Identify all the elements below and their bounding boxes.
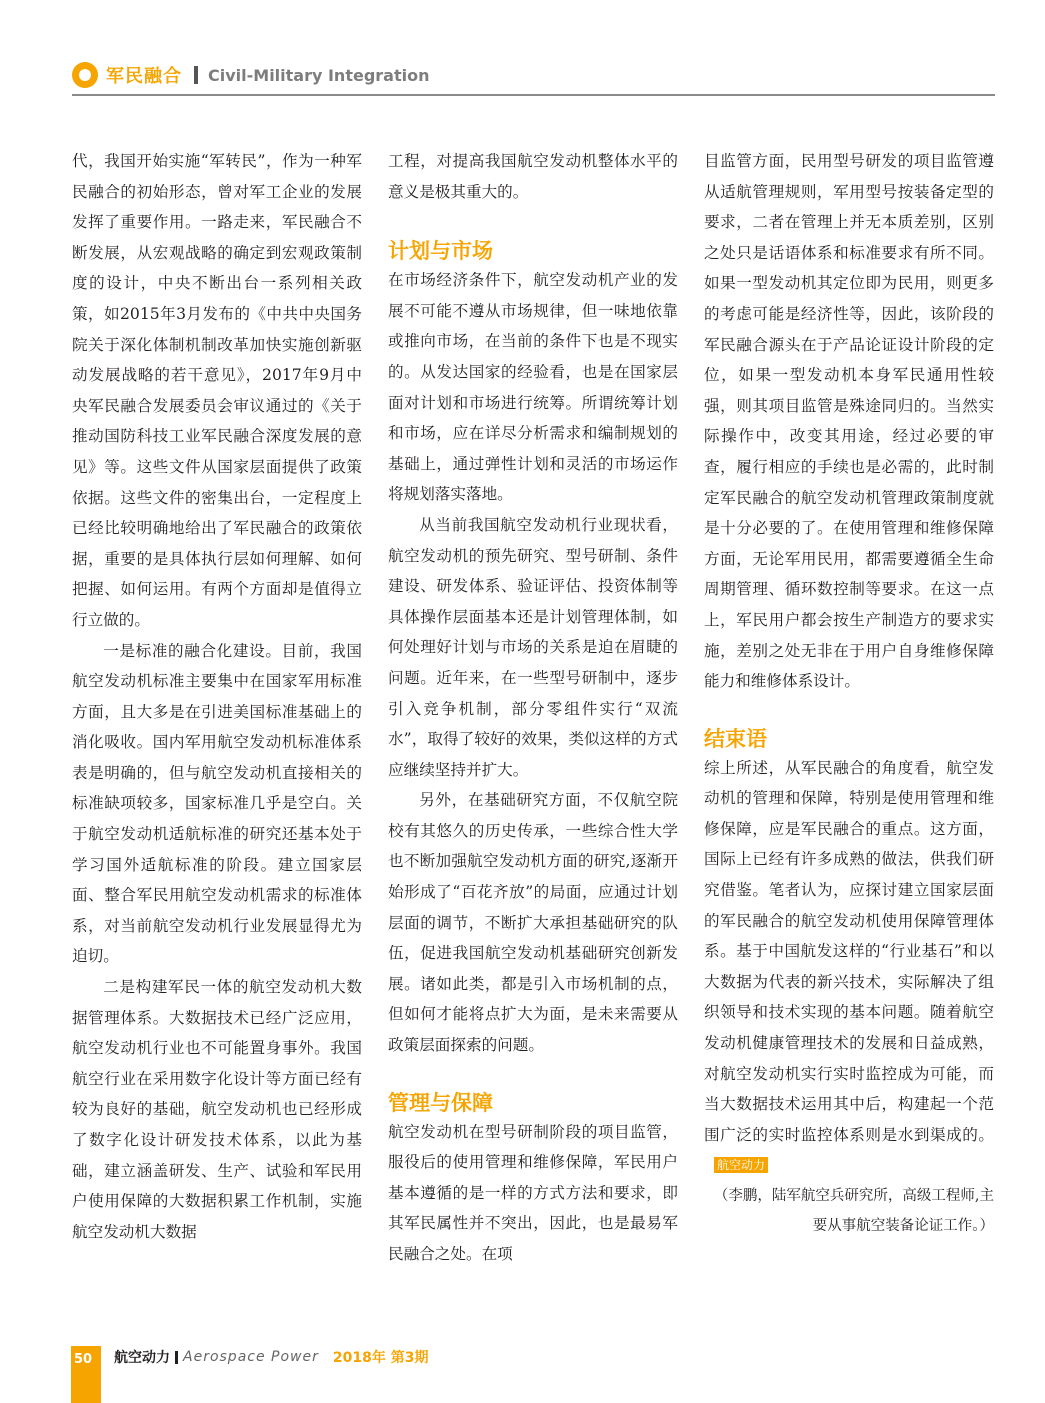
- section-name-en: Civil-Military Integration: [208, 65, 430, 85]
- conclusion-text: 综上所述，从军民融合的角度看，航空发动机的管理和保障，特别是使用管理和维修保障，应是军民融合的重点。这方面，国际上已经有许多成熟的做法，供我们研究借鉴。笔者认为，应探讨建立国家层面的军民融合的航空发动机使用保障管理体系。基于中国航发这样的“行业基石”和以大数据为代表的新兴技术，实际解决了组织领导和技术实现的基本问题。随着航空发动机健康管理技术的发展和日益成熟，对航空发动机实行实时监控成为可能，而当大数据技术运用其中后，构建起一个范围广泛的实时监控体系则是水到渠成的。: [704, 758, 994, 1144]
- issue-label: 2018年 第3期: [332, 1350, 429, 1366]
- footer-divider: [175, 1351, 178, 1364]
- paragraph: 目监管方面，民用型号研发的项目监管遵从适航管理规则，军用型号按装备定型的要求，二者在管理上并无本质差别，区别之处只是话语体系和标准要求有所不同。如果一型发动机其定位即为民用，则更多的考虑可能是经济性等，因此，该阶段的军民融合源头在于产品论证设计阶段的定位，如果一型发动机本身军民通用性较强，则其项目监管是殊途同归的。当然实际操作中，改变其用途，经过必要的审查，履行相应的手续也是必需的，此时制定军民融合的航空发动机管理政策制度就是十分必要的了。在使用管理和维修保障方面，无论军用民用，都需要遵循全生命周期管理、循环数控制等要求。在这一点上，军民用户都会按生产制造方的要求实施，差别之处无非在于用户自身维修保障能力和维修体系设计。: [704, 152, 994, 691]
- header-rule: [72, 94, 995, 96]
- author-note: （李鹏，陆军航空兵研究所，高级工程师,主要从事航空装备论证工作。）: [713, 1188, 994, 1234]
- page-number: 50: [74, 1352, 93, 1367]
- section-heading-plan: 计划与市场: [388, 239, 493, 264]
- section-heading-management: 管理与保障: [388, 1090, 493, 1115]
- text-column-3: [704, 146, 994, 1241]
- paragraph: [704, 753, 994, 1181]
- paragraph: 代，我国开始实施“军转民”，作为一种军民融合的初始形态，曾对军工企业的发展发挥了重要作用。一路走来，军民融合不断发展，从宏观战略的确定到宏观政策制度的设计，中央不断出台一系列相关政策，如2015年3月发布的《中共中央国务院关于深化体制机制改革加快实施创新驱动发展战略的若干意见》，2017年9月中央军民融合发展委员会审议通过的《关于推动国防科技工业军民融合深度发展的意见》等。这些文件从国家层面提供了政策依据。这些文件的密集出台，一定程度上已经比较明确地给出了军民融合的政策依据，重要的是具体执行层如何理解、如何把握、如何运用。有两个方面却是值得立行立做的。: [72, 152, 362, 629]
- header-divider: [194, 66, 198, 84]
- paragraph: 另外，在基础研究方面，不仅航空院校有其悠久的历史传承，一些综合性大学也不断加强航空发动机方面的研究,逐渐开始形成了“百花齐放”的局面，应通过计划层面的调节，不断扩大承担基础研究的队伍，促进我国航空发动机基础研究创新发展。诸如此类，都是引入市场机制的点，但如何才能将点扩大为面，是未来需要从政策层面探索的问题。: [388, 791, 678, 1055]
- paragraph: 二是构建军民一体的航空发动机大数据管理体系。大数据技术已经广泛应用，航空发动机行业也不可能置身事外。我国航空行业在采用数字化设计等方面已经有较为良好的基础，航空发动机也已经形成了数字化设计研发技术体系，以此为基础，建立涵盖研发、生产、试验和军民用户使用保障的大数据积累工作机制，实施航空发动机大数据: [72, 978, 362, 1241]
- text-column-1: [72, 146, 362, 1247]
- magazine-name-cn: 航空动力: [114, 1350, 170, 1366]
- section-name-cn: 军民融合: [106, 66, 182, 87]
- paragraph: 在市场经济条件下，航空发动机产业的发展不可能不遵从市场规律，但一味地依靠或推向市场，在当前的条件下也是不现实的。从发达国家的经验看，也是在国家层面对计划和市场进行统筹。所谓统筹计划和市场，应在详尽分析需求和编制规划的基础上，通过弹性计划和灵活的市场运作将规划落实落地。: [388, 271, 678, 504]
- end-mark-badge: 航空动力: [714, 1157, 768, 1173]
- paragraph: 从当前我国航空发动机行业现状看，航空发动机的预先研究、型号研制、条件建设、研发体系、验证评估、投资体制等具体操作层面基本还是计划管理体制，如何处理好计划与市场的关系是迫在眉睫的问题。近年来，在一些型号研制中，逐步引入竞争机制，部分零组件实行“双流水”，取得了较好的效果，类似这样的方式应继续坚持并扩大。: [388, 515, 678, 779]
- emblem-icon: [72, 62, 98, 88]
- paragraph: 一是标准的融合化建设。目前，我国航空发动机标准主要集中在国家军用标准方面，且大多是在引进美国标准基础上的消化吸收。国内军用航空发动机标准体系表是明确的，但与航空发动机直接相关的标准缺项较多，国家标准几乎是空白。关于航空发动机适航标准的研究还基本处于学习国外适航标准的阶段。建立国家层面、整合军民用航空发动机需求的标准体系，对当前航空发动机行业发展显得尤为迫切。: [72, 641, 362, 966]
- text-column-2: [388, 146, 678, 1270]
- section-heading-conclusion: 结束语: [704, 726, 767, 751]
- paragraph: 航空发动机在型号研制阶段的项目监管，服役后的使用管理和维修保障，军民用户基本遵循的是一样的方式方法和要求，即其军民属性并不突出，因此，也是最易军民融合之处。在项: [388, 1122, 678, 1263]
- footer: [114, 1347, 428, 1367]
- page-header: [72, 58, 429, 92]
- magazine-name-en: Aerospace Power: [183, 1349, 319, 1365]
- paragraph: 工程，对提高我国航空发动机整体水平的意义是极其重大的。: [388, 152, 678, 201]
